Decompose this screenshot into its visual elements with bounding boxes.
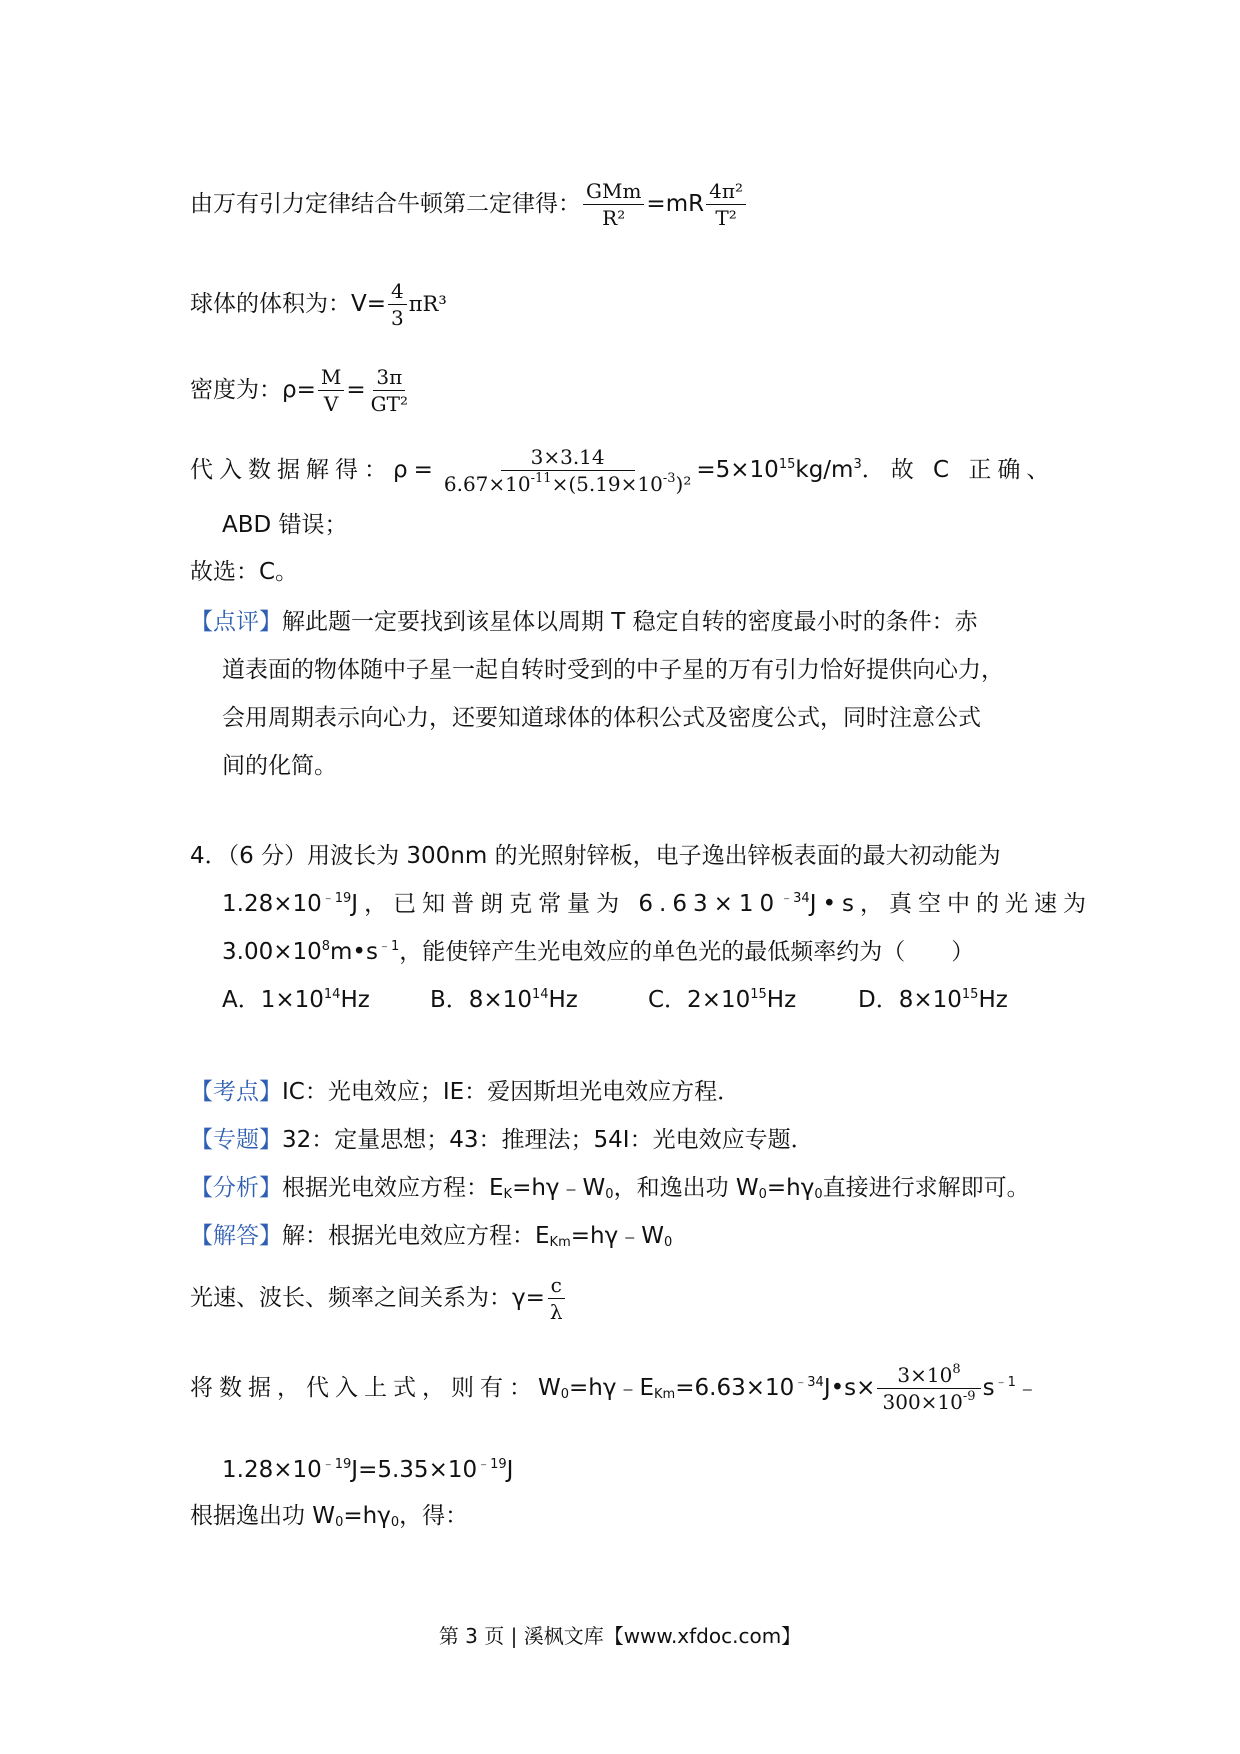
review-line-3: 会用周期表示向心力，还要知道球体的体积公式及密度公式，同时注意公式 <box>222 705 981 731</box>
text-line: ABD 错误； <box>222 512 348 538</box>
question-4-line-3: $3.00\times 10^8m•s^{﹣1}$，能使锌产生光电效应的单色光的最低频率约为（ ） <box>222 939 975 965</box>
fraction-3pi-gt2: $\frac{3\pi}{\text{GT²}}$ <box>370 365 408 416</box>
review-line-2: 道表面的物体随中子星一起自转时受到的中子星的万有引力恰好提供向心力， <box>222 657 1004 683</box>
fenxi-line: 【分析】根据光电效应方程：$E_K=h\gamma﹣W_0$，和逸出功 $W_0=h\gamma_0$直接进行求解即可。 <box>190 1175 1030 1202</box>
kaodian-line: 【考点】IC：光电效应；IE：爱因斯坦光电效应方程． <box>190 1079 741 1105</box>
eq-line-volume <box>190 278 447 331</box>
option-c[interactable]: C．$2\times 10^{15}Hz$ <box>648 987 797 1013</box>
option-d[interactable]: D．$8\times 10^{15}Hz$ <box>858 987 1008 1013</box>
zhuanti-line: 【专题】32：定量思想；43：推理法；54I：光电效应专题． <box>190 1127 814 1153</box>
eq-line-gravitation <box>190 178 748 231</box>
text: =mR <box>646 191 705 217</box>
review-tag: 【点评】 <box>190 609 282 635</box>
work-function-line: 根据逸出功 $W_0=h\gamma_0$，得： <box>190 1503 469 1530</box>
text: 球体的体积为：V= <box>190 291 387 317</box>
question-4-line-2: $1.28\times 10^{﹣19}J$，已知普朗克常量为 $6.63\times 10^{﹣34}J•s$，真空中的光速为 <box>222 891 1093 917</box>
text: 密度为：ρ= <box>190 377 316 403</box>
jieda-tag: 【解答】 <box>190 1223 282 1249</box>
option-b[interactable]: B．$8\times 10^{14}Hz$ <box>430 987 578 1013</box>
fenxi-tag: 【分析】 <box>190 1175 282 1201</box>
text: 代入数据解得：ρ= <box>190 457 439 483</box>
relation-line: 光速、波长、频率之间关系为：γ= $\frac{c}{\lambda}$ <box>190 1272 568 1325</box>
jieda-line: 【解答】解：根据光电效应方程：$E_{Km}=h\gamma﹣W_0$ <box>190 1223 673 1250</box>
eq-line-substitute: 代入数据解得：ρ= $\frac{3\times 3.14}{6.67\times 10^{-11}\times(5.19\times 10^{-3})^2}$ $=5\times 10^{15}kg/m^3$．故 C 正确、 <box>190 445 1056 496</box>
eq-line-density <box>190 364 413 417</box>
fraction-4-3: $\frac{4}{3}$ <box>388 278 407 331</box>
zhuanti-tag: 【专题】 <box>190 1127 282 1153</box>
fraction-c-over-lambda-values: $\frac{3\times 10^8}{300\times 10^{-9}}$ <box>877 1362 980 1415</box>
fraction-c-lambda: $\frac{c}{\lambda}$ <box>547 1272 566 1325</box>
page-footer: 第 3 页 | 溪枫文库【www.xfdoc.com】 <box>438 1624 802 1648</box>
fraction-m-v: $\frac{M}{V}$ <box>318 364 344 417</box>
continuation-line: $1.28\times 10^{﹣19}J=5.35\times 10^{﹣19}J$ <box>222 1457 514 1483</box>
kaodian-tag: 【考点】 <box>190 1079 282 1105</box>
substitution-line: 将数据，代入上式，则有：$W_0=h\gamma﹣E_{Km}=6.63\times 10^{﹣34}J•s\times$ $\frac{3\times 10^8}{300\times 10^{-9}}$ $s^{﹣1}﹣$ <box>190 1362 1039 1414</box>
fraction-density-calc: $\frac{3\times 3.14}{6.67\times 10^{-11}\times(5.19\times 10^{-3})^2}$ <box>443 445 692 496</box>
option-a[interactable]: A．$1\times 10^{14}Hz$ <box>222 987 370 1013</box>
answer-line: 故选：C。 <box>190 559 299 585</box>
review-line-4: 间的化简。 <box>222 753 337 779</box>
text: 由万有引力定律结合牛顿第二定律得： <box>190 191 581 217</box>
review-line-1: 【点评】解此题一定要找到该星体以周期 T 稳定自转的密度最小时的条件：赤 <box>190 609 978 635</box>
question-4-line-1: 4．（6 分）用波长为 300nm 的光照射锌板，电子逸出锌板表面的最大初动能为 <box>190 843 1001 869</box>
fraction-gmm-r2: $\frac{\text{GMm}}{\text{R²}}$ <box>583 178 644 231</box>
text: = <box>346 377 366 403</box>
text: πR³ <box>408 292 447 316</box>
fraction-4pi2-t2: $\frac{\text{4π²}}{\text{T²}}$ <box>706 178 746 231</box>
